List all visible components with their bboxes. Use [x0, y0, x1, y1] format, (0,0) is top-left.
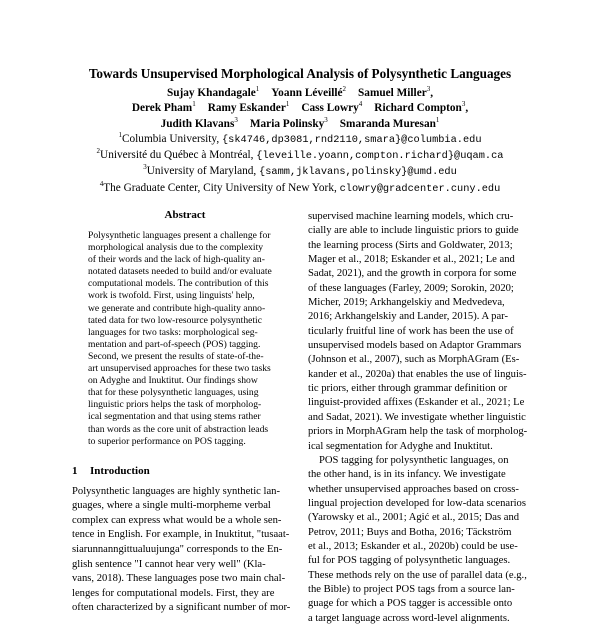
author-block — [40, 86, 560, 197]
affiliation-1: $^1$Columbia University, {sk4746,dp3081,rnd2110,smara}@columbia.edu — [118, 131, 482, 146]
affiliation-3: $^3$University of Maryland, {samm,jklavans,polinsky}@umd.edu — [143, 163, 457, 179]
author-line-1 — [40, 86, 560, 101]
affiliation-email: {samm,jklavans,polinsky}@umd.edu — [259, 166, 457, 179]
right-column — [308, 210, 534, 626]
right-paragraph-2: POS tagging for polysynthetic languages, on the other hand, is in its infancy. We investigate whether unsupervised approaches based on cross- lingual projection developed for low-data scenarios (Yarowsky et al., 2001; Agić et al., 2015; Das and Petrov, 2011; Buys and Botha, 2016; Täckström et al., 2013; Eskander et al., 2020b) could be use- ful for POS tagging of polysynthetic languages. These methods rely on the use of parallel data (e.g., the Bible) to project POS tags from a source lan- guage for which a POS tagger is accessible onto a target language across word-level alignments. — [308, 454, 527, 624]
author-name: Richard Compton$^3$, — [374, 100, 469, 115]
section-heading-introduction — [72, 464, 298, 478]
author-name: Derek Pham$^1$ — [131, 100, 196, 115]
affiliation-email: {sk4746,dp3081,rnd2110,smara}@columbia.edu — [221, 133, 482, 146]
author-name: Sujay Khandagale$^1$ — [166, 85, 260, 99]
abstract-text: Polysynthetic languages present a challenge for morphological analysis due to the complexity of their words and the lack of high-quality an- notated datasets needed to build and/or evaluate computational models. The contribution of this work is twofold. First, using linguists' help, we generate and contribute high-quality anno- tated data for two low-resource polysynthetic languages for two tasks: morphological seg- mentation and part-of-speech (POS) tagging. Second, we present the results of state-of-the- art unsupervised approaches for these two tasks on Adyghe and Inuktitut. Our findings show that for these polysynthetic languages, using linguistic priors helps the task of morpholog- ical segmentation and that using stems rather than words as the core unit of abstraction leads to superior performance on POS tagging. — [88, 230, 272, 447]
abstract-heading: Abstract — [164, 209, 206, 221]
author-name: Ramy Eskander$^1$ — [207, 100, 290, 115]
affiliation-email: clowry@gradcenter.cuny.edu — [339, 182, 501, 195]
author-name: Maria Polinsky$^3$ — [249, 115, 328, 130]
introduction-paragraph: Polysynthetic languages are highly synthetic lan- guages, where a single multi-morpheme verbal complex can express what would be a whole sen- tence in English. For example, in Inuktitut, "tusaat- siarunnanngittualuujunga" corresponds to the En- glish sentence "I cannot hear very well" (Kla- vans, 2018). These languages pose two main chal- lenges for computational models. First, they are often characterized by a significant number of mor- — [72, 485, 291, 614]
author-line-3 — [40, 117, 560, 132]
author-name: Smaranda Muresan$^1$ — [339, 115, 440, 130]
author-name: Cass Lowry$^4$ — [301, 100, 363, 115]
affiliation-4: $^4$The Graduate Center, City University of New York, clowry@gradcenter.cuny.edu — [99, 180, 501, 195]
author-name: Samuel Miller$^3$, — [358, 85, 434, 99]
affiliation-2: $^2$Université du Québec à Montréal, {leveille.yoann,compton.richard}@uqam.ca — [96, 147, 504, 163]
left-column — [72, 208, 298, 616]
author-line-2 — [40, 101, 560, 116]
right-paragraph-1: supervised machine learning models, which cru- cially are able to include linguistic priors to guide the learning process (Sirts and Goldwater, 2013; Mager et al., 2018; Eskander et al., 2021; Le and Sadat, 2021), and the growth in corpora for some of these languages (Farley, 2009; Sorokin, 2020; Micher, 2019; Arkhangelskiy and Medvedeva, 2016; Arkhangelskiy and Lander, 2015). A par- ticularly fruitful line of work has been the use of unsupervised models based on Adaptor Grammars (Johnson et al., 2007), such as MorphAGram (Es- kander et al., 2020a) that enables the use of linguis- tic priors, either through grammar definition or linguist-provided affixes (Eskander et al., 2021; Le and Sadat, 2021). We investigate whether linguistic priors in MorphAGram help the task of morpholog- ical segmentation for Adyghe and Inuktitut. — [308, 211, 528, 452]
section-title: Introduction — [90, 464, 150, 477]
paper-title: Towards Unsupervised Morphological Analysis of Polysynthetic Languages — [88, 66, 512, 81]
affiliation-email: {leveille.yoann,compton.richard}@uqam.ca — [256, 150, 504, 163]
author-name: Judith Klavans$^3$ — [160, 115, 238, 130]
author-name: Yoann Léveillé$^2$ — [271, 85, 347, 99]
section-number: 1 — [72, 464, 78, 477]
